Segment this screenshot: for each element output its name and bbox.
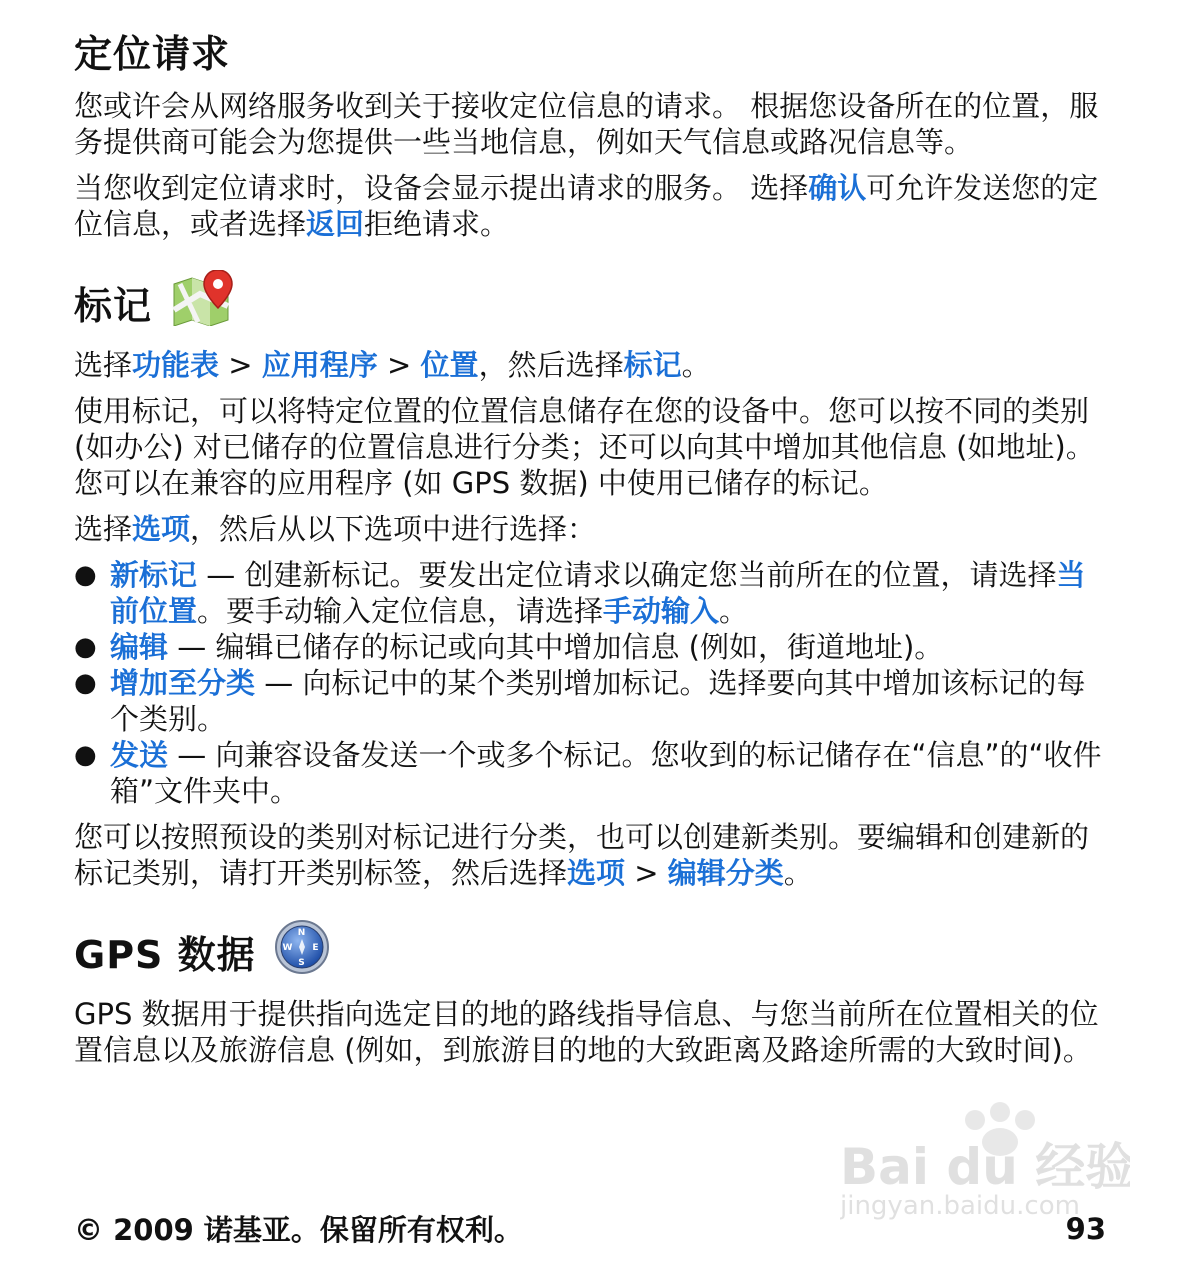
svg-text:E: E: [312, 943, 320, 953]
applications-link: 应用程序: [261, 348, 378, 382]
landmarks-options-list: [74, 557, 1114, 809]
section-title-gps-data: GPS 数据 N S W E: [74, 919, 1114, 990]
keyword-confirm: 确认: [808, 171, 867, 205]
bullet-icon: ●: [74, 740, 97, 770]
location-link: 位置: [420, 348, 479, 382]
keyword-options: 选项: [132, 512, 191, 546]
location-request-paragraph-2: 当您收到定位请求时，设备会显示提出请求的服务。 选择确认可允许发送您的定位信息，或者选择返回拒绝请求。: [74, 171, 1099, 241]
page-number: 93: [1065, 1211, 1106, 1246]
list-item-send: ● 发送 — 向兼容设备发送一个或多个标记。您收到的标记储存在“信息”的“收件箱”文件夹中。: [74, 738, 1102, 808]
watermark-url: jingyan.baidu.com: [840, 1191, 1080, 1220]
location-request-paragraph-1: 您或许会从网络服务收到关于接收定位信息的请求。 根据您设备所在的位置，服务提供商可能会为您提供一些当地信息，例如天气信息或路况信息等。: [74, 89, 1099, 159]
bullet-icon: ●: [74, 632, 97, 662]
landmarks-paragraph-1: 使用标记，可以将特定位置的位置信息储存在您的设备中。您可以按不同的类别 (如办公) 对已储存的位置信息进行分类；还可以向其中增加其他信息 (如地址)。您可以在兼容的应用程序 (如 GPS 数据) 中使用已储存的标记。: [74, 394, 1095, 500]
section-title-location-request: 定位请求: [74, 32, 231, 76]
compass-icon: [274, 919, 330, 990]
bullet-icon: ●: [74, 668, 97, 698]
bullet-icon: ●: [74, 560, 97, 590]
list-item-edit: ● 编辑 — 编辑已储存的标记或向其中增加信息 (例如，街道地址)。: [74, 630, 944, 664]
svg-text:W: W: [282, 943, 294, 953]
landmarks-navigation-path: 选择功能表 > 应用程序 > 位置，然后选择标记。: [74, 348, 711, 382]
landmarks-paragraph-categories: 您可以按照预设的类别对标记进行分类，也可以创建新类别。要编辑和创建新的标记类别，请打开类别标签，然后选择选项 > 编辑分类。: [74, 820, 1090, 890]
landmarks-options-intro: 选择选项，然后从以下选项中进行选择：: [74, 512, 597, 546]
landmarks-link: 标记: [623, 348, 682, 382]
page-footer: [74, 1208, 1106, 1249]
section-title-landmarks: 标记: [74, 270, 1114, 341]
svg-text:N: N: [297, 928, 306, 938]
page-content: [74, 26, 1114, 1078]
keyword-back: 返回: [306, 207, 365, 241]
baidu-watermark: [840, 1100, 1130, 1220]
list-item-add-to-category: ● 增加至分类 — 向标记中的某个类别增加标记。选择要向其中增加该标记的每个类别。: [74, 666, 1086, 736]
svg-text:S: S: [297, 958, 306, 968]
keyword-edit-categories: 编辑分类: [667, 856, 784, 890]
menu-link: 功能表: [132, 348, 220, 382]
gps-data-paragraph-1: GPS 数据用于提供指向选定目的地的路线指导信息、与您当前所在位置相关的位置信息以及旅游信息 (例如，到旅游目的地的大致距离及路途所需的大致时间)。: [74, 997, 1099, 1067]
list-item-new-landmark: ● 新标记 — 创建新标记。要发出定位请求以确定您当前所在的位置，请选择当前位置。要手动输入定位信息，请选择手动输入。: [74, 558, 1086, 628]
keyword-options: 选项: [567, 856, 626, 890]
map-pin-icon: [170, 270, 234, 341]
copyright-text: © 2009 诺基亚。保留所有权利。: [74, 1213, 523, 1247]
watermark-brand: Bai du 经验: [840, 1138, 1130, 1196]
